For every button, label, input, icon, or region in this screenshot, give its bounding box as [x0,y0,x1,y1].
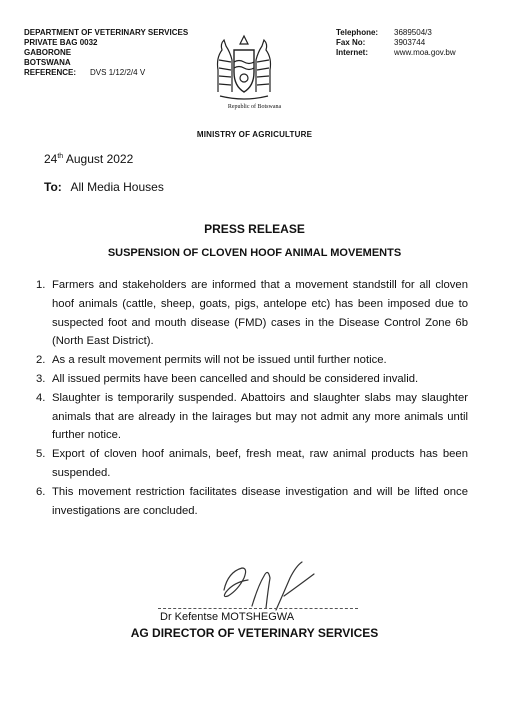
reference-row [24,68,188,78]
handwritten-signature [218,556,328,614]
list-item-text: All issued permits have been cancelled and should be considered invalid. [52,372,419,385]
sender-address [24,28,188,78]
list-item [36,276,468,351]
ministry-name: MINISTRY OF AGRICULTURE [196,130,313,139]
list-item-number: 5. [36,448,46,461]
internet-row [336,48,456,58]
signer-title: AG DIRECTOR OF VETERINARY SERVICES [130,626,379,640]
telephone-value: 3689504/3 [394,28,432,37]
crest-caption: Republic of Botswana [227,104,282,110]
signer-name: Dr Kefentse MOTSHEGWA [160,611,295,623]
document-title: PRESS RELEASE [204,222,305,236]
list-item-text: Farmers and stakeholders are informed that a movement standstill for all cloven hoof animals (cattle, sheep, goats, pigs, antelope etc) has been imposed due to suspected foot and mouth disease (FMD) cases in the Disease Control Zone 6b (North East District). [52,279,468,348]
contact-info [336,28,456,58]
to-label: To: [44,180,62,194]
list-item-text: Export of cloven hoof animals, beef, fresh meat, raw animal products has been suspended. [52,448,468,479]
list-item-text: Slaughter is temporarily suspended. Abattoirs and slaughter slabs may slaughter animals that are already in the lairages but may not admit any more animals until further notice. [52,391,468,442]
list-item-text: This movement restriction facilitates disease investigation and will be lifted once investigations are concluded. [52,485,468,517]
reference-value: DVS 1/12/2/4 V [90,68,146,77]
fax-value: 3903744 [394,38,426,47]
list-item-number: 6. [36,485,46,498]
list-item [36,370,468,389]
fax-row [336,38,456,48]
list-item-number: 2. [36,354,46,367]
list-item [36,351,468,370]
reference-label: REFERENCE: [24,68,77,77]
letter-date [44,152,133,166]
telephone-row [336,28,456,38]
document-subtitle: SUSPENSION OF CLOVEN HOOF ANIMAL MOVEMENTS [107,247,402,259]
list-item-number: 1. [36,279,46,291]
numbered-list [36,276,468,520]
department-name: DEPARTMENT OF VETERINARY SERVICES [24,28,189,37]
internet-label: Internet: [336,48,368,57]
list-item [36,445,468,483]
list-item-number: 3. [36,372,46,385]
list-item [36,389,468,445]
list-item-text: As a result movement permits will not be issued until further notice. [52,354,387,367]
to-value: All Media Houses [70,180,164,194]
date-day: 24 [44,152,58,166]
telephone-label: Telephone: [336,28,379,37]
country: BOTSWANA [24,58,71,67]
recipient-line [44,180,164,194]
internet-value: www.moa.gov.bw [394,48,456,57]
list-item [36,483,468,521]
signature-line [158,608,358,609]
coat-of-arms-icon [204,30,284,102]
list-item-number: 4. [36,391,46,404]
date-suffix: th [57,153,64,160]
date-month-year: August 2022 [65,152,134,166]
city: GABORONE [24,48,72,57]
private-bag: PRIVATE BAG 0032 [24,38,98,47]
fax-label: Fax No: [336,38,366,47]
